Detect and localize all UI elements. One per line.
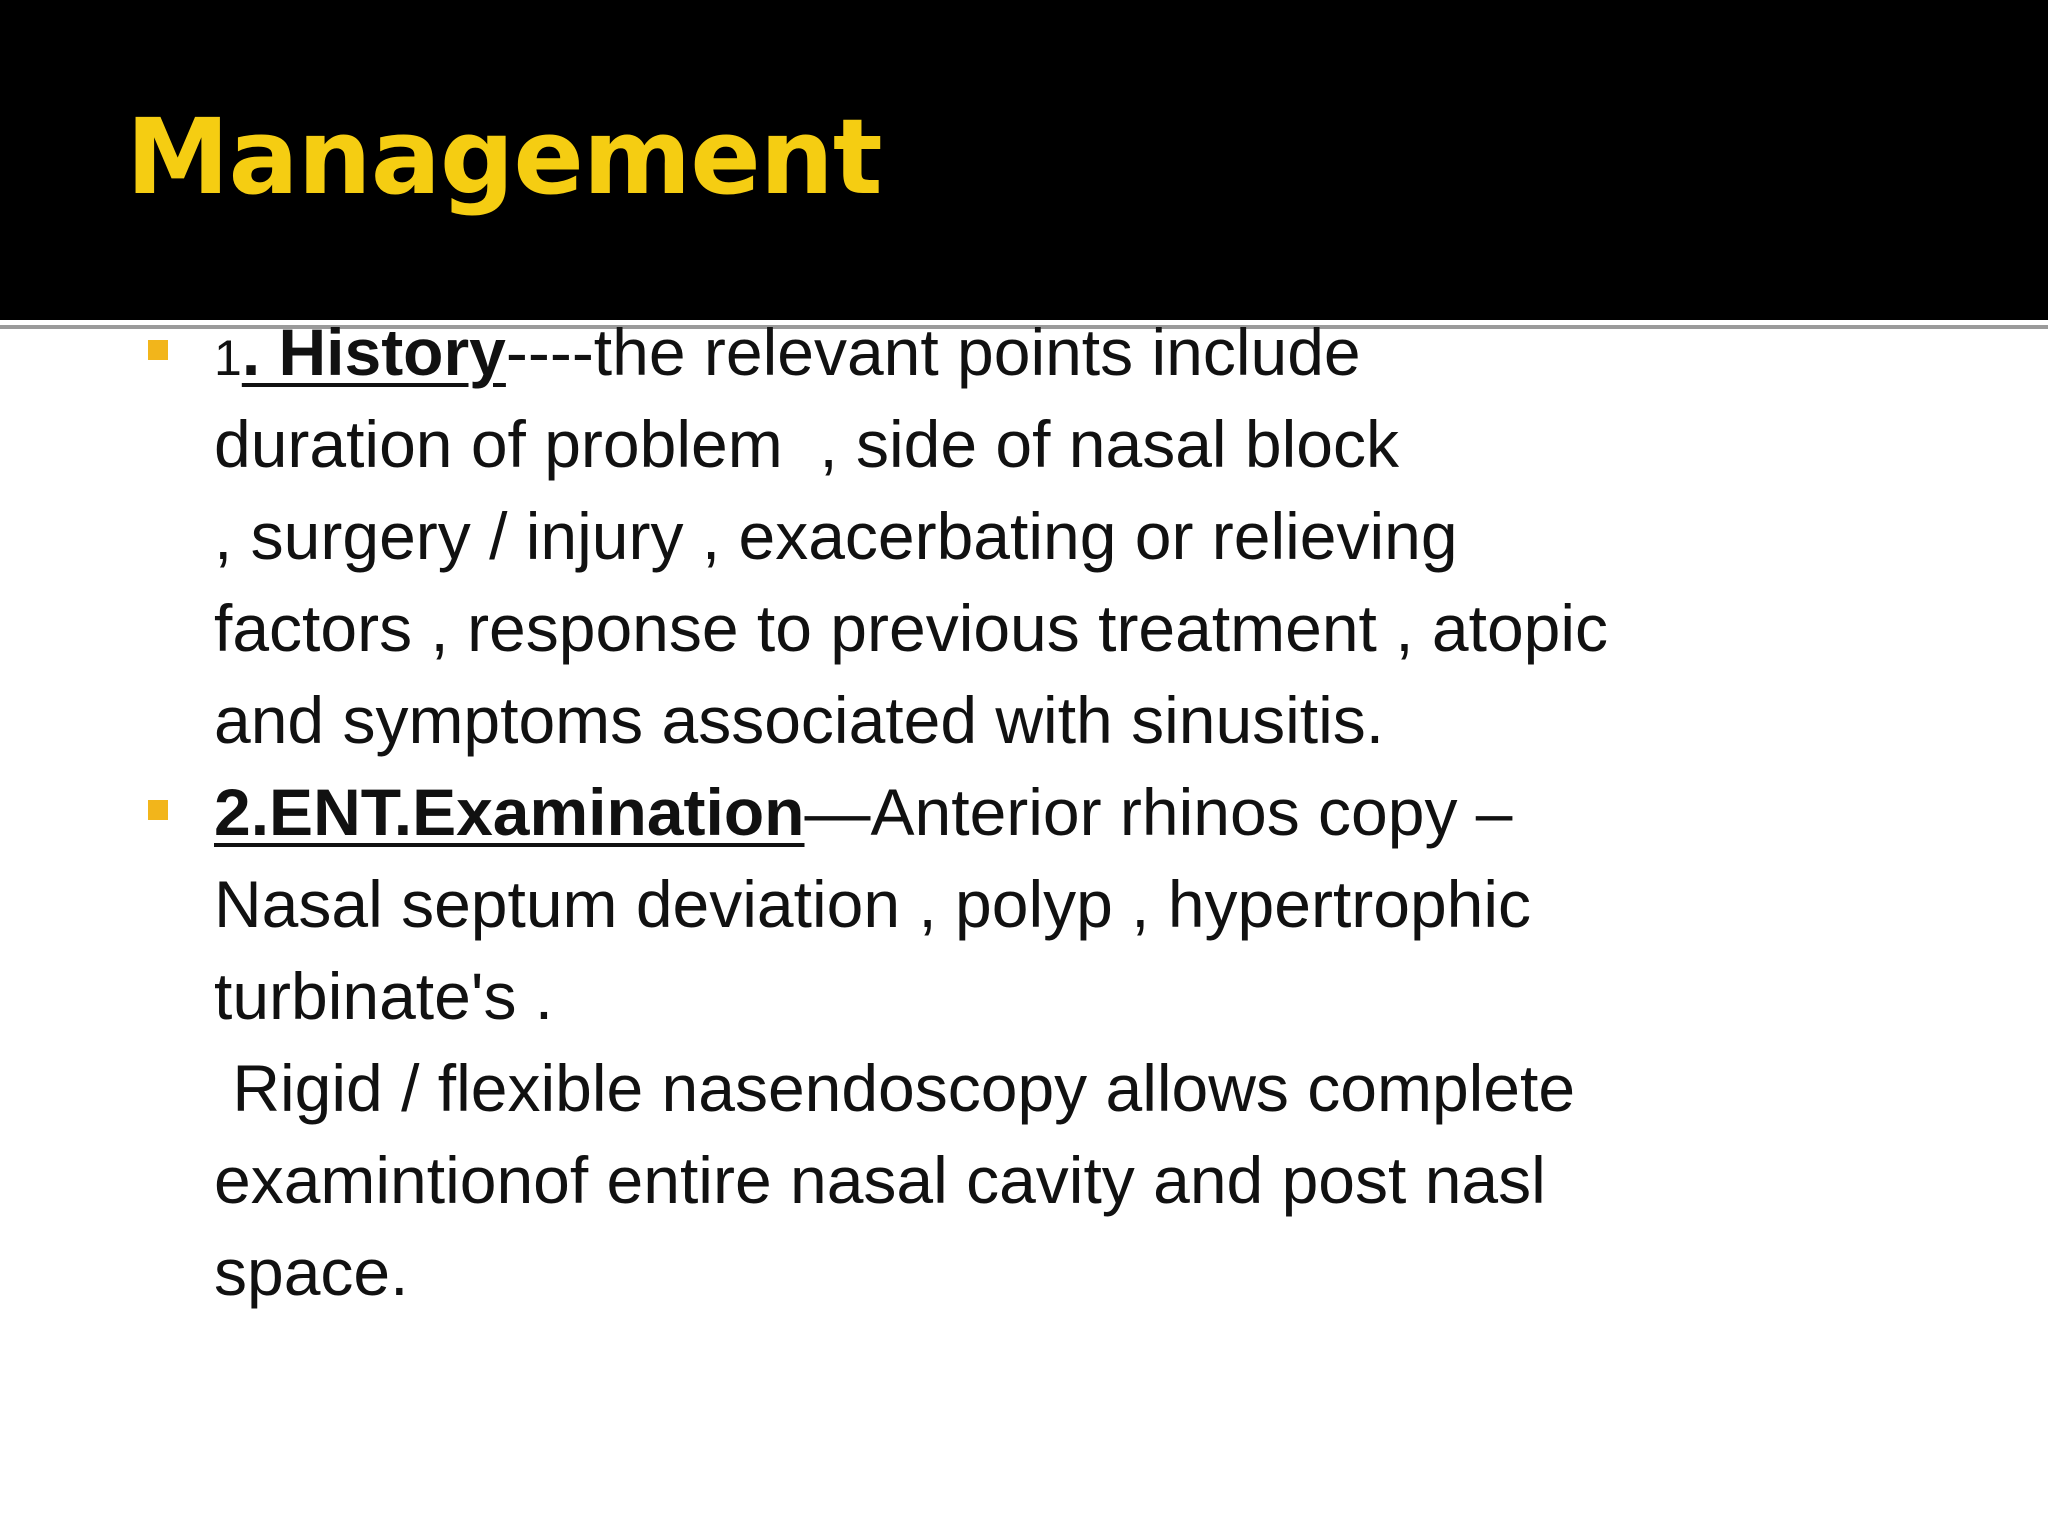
bullet-line: Rigid / flexible nasendoscopy allows complete bbox=[214, 1051, 1576, 1125]
item-heading: 2.ENT.Examination bbox=[214, 775, 805, 849]
slide-body bbox=[130, 306, 2010, 1318]
bullet-line: , surgery / injury , exacerbating or relieving bbox=[214, 499, 1458, 573]
bullet-line: turbinate's . bbox=[214, 959, 554, 1033]
bullet-line: examintionof entire nasal cavity and post nasl bbox=[214, 1143, 1546, 1217]
item-number: 1 bbox=[214, 330, 242, 386]
bullet-line: space. bbox=[214, 1235, 409, 1309]
title-bar bbox=[0, 0, 2048, 320]
bullet-line bbox=[214, 766, 2010, 858]
bullet-item-history bbox=[130, 306, 2010, 766]
bullet-line: and symptoms associated with sinusitis. bbox=[214, 683, 1385, 757]
item-text: ----the relevant points include bbox=[505, 315, 1361, 389]
slide-title: Management bbox=[126, 96, 882, 218]
bullet-line bbox=[214, 306, 2010, 398]
bullet-item-ent-examination bbox=[130, 766, 2010, 1318]
item-heading: . History bbox=[241, 315, 506, 389]
bullet-square-icon bbox=[148, 340, 168, 360]
bullet-line: duration of problem , side of nasal block bbox=[214, 407, 1400, 481]
item-text: —Anterior rhinos copy – bbox=[804, 775, 1513, 849]
bullet-line: Nasal septum deviation , polyp , hypertrophic bbox=[214, 867, 1532, 941]
bullet-square-icon bbox=[148, 800, 168, 820]
bullet-line: factors , response to previous treatment , atopic bbox=[214, 591, 1609, 665]
